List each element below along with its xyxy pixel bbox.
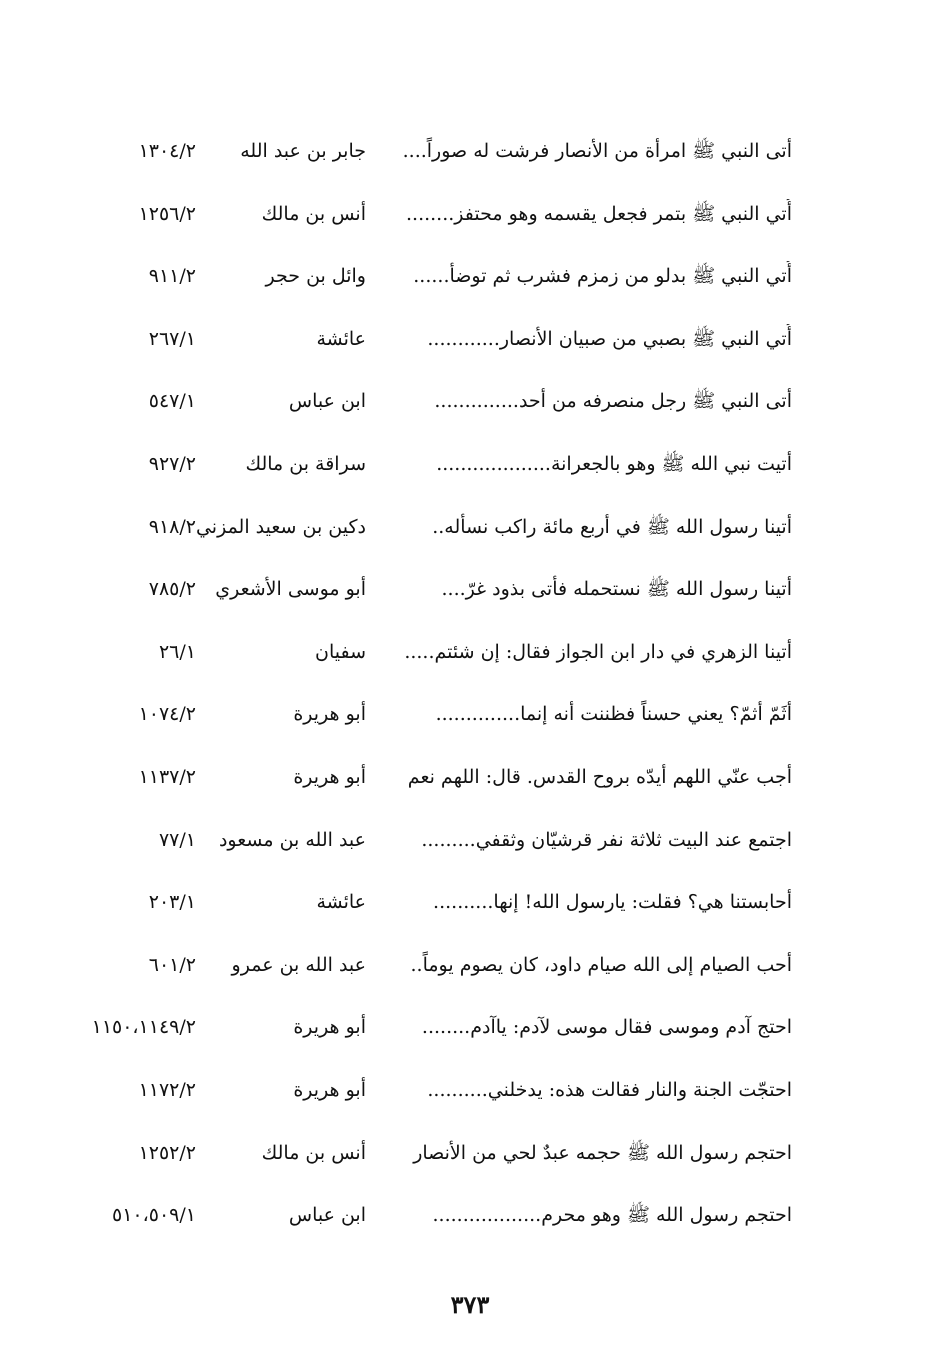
list-item <box>0 873 940 936</box>
list-item <box>0 998 940 1061</box>
list-item <box>0 748 940 811</box>
narrator-name: سفيان <box>314 640 366 663</box>
list-item <box>0 811 940 874</box>
list-item <box>0 247 940 310</box>
hadith-text: احتجم رسول الله ﷺ وهو محرم.................. <box>432 1204 792 1227</box>
list-item <box>0 310 940 373</box>
volume-page-reference: ٧٨٥/٢ <box>148 578 196 601</box>
volume-page-reference: ١٣٠٤/٢ <box>138 140 196 162</box>
list-item <box>0 623 940 686</box>
list-item <box>0 185 940 248</box>
narrator-name: أبو هريرة <box>293 765 366 788</box>
volume-page-reference: ٦٠١/٢ <box>148 953 196 976</box>
hadith-text: أتى النبي ﷺ رجل منصرفه من أحد.............. <box>434 390 792 413</box>
narrator-name: عائشة <box>316 327 366 350</box>
volume-page-reference: ١١٣٧/٢ <box>138 765 196 788</box>
hadith-text: أحب الصيام إلى الله صيام داود، كان يصوم يوماً.. <box>410 953 792 976</box>
narrator-name: أنس بن مالك <box>261 202 366 225</box>
hadith-text: أتيت نبي الله ﷺ وهو بالجعرانة................... <box>436 452 792 475</box>
hadith-text: احتج آدم وموسى فقال موسى لآدم: ياآدم........ <box>421 1016 792 1039</box>
hadith-text: أحابستنا هي؟ فقلت: يارسول الله! إنها.......... <box>433 891 792 914</box>
list-item <box>0 560 940 623</box>
list-item <box>0 1186 940 1249</box>
page-number: ٣٧٣ <box>450 1290 490 1319</box>
hadith-text: احتجم رسول الله ﷺ حجمه عبدٌ لحي من الأنصار <box>413 1141 792 1164</box>
list-item <box>0 498 940 561</box>
narrator-name: أبو موسى الأشعري <box>215 578 366 601</box>
narrator-name: أبو هريرة <box>293 1078 366 1101</box>
volume-page-reference: ٥٤٧/١ <box>148 390 196 413</box>
hadith-text: احتجّت الجنة والنار فقالت هذه: يدخلني.......... <box>427 1078 792 1101</box>
volume-page-reference: ٧٧/١ <box>158 828 196 851</box>
hadith-text: أجب عنّي اللهم أيدّه بروح القدس. قال: اللهم نعم <box>407 765 792 788</box>
list-item <box>0 435 940 498</box>
list-item <box>0 122 940 185</box>
volume-page-reference: ١٠٧٤/٢ <box>138 703 196 726</box>
narrator-name: عائشة <box>316 891 366 914</box>
hadith-index-list <box>0 122 940 1249</box>
list-item <box>0 1061 940 1124</box>
narrator-name: سراقة بن مالك <box>245 452 366 475</box>
narrator-name: أنس بن مالك <box>261 1141 366 1164</box>
volume-page-reference: ٢٦/١ <box>158 640 196 663</box>
hadith-text: أتى النبي ﷺ امرأة من الأنصار فرشت له صوراً.... <box>402 140 792 162</box>
list-item <box>0 936 940 999</box>
narrator-name: أبو هريرة <box>293 703 366 726</box>
volume-page-reference: ٩٢٧/٢ <box>148 452 196 475</box>
volume-page-reference: ١١٥٠،١١٤٩/٢ <box>91 1016 196 1039</box>
hadith-text: أتينا رسول الله ﷺ نستحمله فأتى بذود غرّ.... <box>441 578 792 601</box>
volume-page-reference: ١١٧٢/٢ <box>138 1078 196 1101</box>
list-item <box>0 1124 940 1187</box>
volume-page-reference: ٩١٨/٢ <box>148 515 196 538</box>
hadith-text: أتينا رسول الله ﷺ في أربع مائة راكب نسأله.. <box>432 515 792 538</box>
narrator-name: جابر بن عبد الله <box>240 140 366 162</box>
narrator-name: ابن عباس <box>288 1204 366 1227</box>
volume-page-reference: ٥١٠،٥٠٩/١ <box>112 1204 196 1227</box>
hadith-text: أُتي النبي ﷺ بدلو من زمزم فشرب ثم توضأ...... <box>413 265 792 288</box>
narrator-name: دكين بن سعيد المزني <box>196 515 366 538</box>
narrator-name: عبد الله بن عمرو <box>231 953 366 976</box>
narrator-name: وائل بن حجر <box>265 265 366 288</box>
volume-page-reference: ١٢٥٦/٢ <box>138 202 196 225</box>
volume-page-reference: ١٢٥٢/٢ <box>138 1141 196 1164</box>
volume-page-reference: ٢٦٧/١ <box>148 327 196 350</box>
narrator-name: ابن عباس <box>288 390 366 413</box>
volume-page-reference: ٢٠٣/١ <box>148 891 196 914</box>
hadith-text: أُتي النبي ﷺ بصبي من صبيان الأنصار............ <box>427 327 792 350</box>
volume-page-reference: ٩١١/٢ <box>148 265 196 288</box>
list-item <box>0 372 940 435</box>
narrator-name: أبو هريرة <box>293 1016 366 1039</box>
hadith-text: أتينا الزهري في دار ابن الجواز فقال: إن شئتم..... <box>404 640 792 663</box>
hadith-text: اجتمع عند البيت ثلاثة نفر قرشيّان وثقفي......... <box>421 828 792 851</box>
list-item <box>0 685 940 748</box>
hadith-text: أُتي النبي ﷺ بتمر فجعل يقسمه وهو محتفز........ <box>405 202 792 225</box>
narrator-name: عبد الله بن مسعود <box>218 828 366 851</box>
hadith-text: أثَمّ أثمّ؟ يعني حسناً فظننت أنه إنما.............. <box>435 703 792 726</box>
